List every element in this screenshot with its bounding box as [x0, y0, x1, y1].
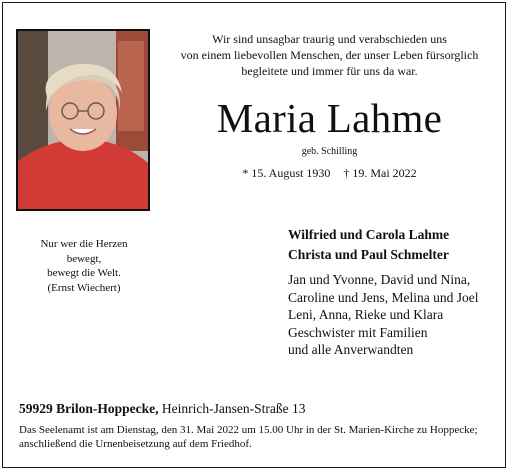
- mourner-line: und alle Anverwandten: [288, 342, 414, 357]
- intro-line: begleitete und immer für uns da war.: [241, 64, 418, 78]
- quote-line: Nur wer die Herzen: [40, 238, 128, 250]
- mourner-others: [288, 271, 503, 359]
- mourner-line: Caroline und Jens, Melina und Joel: [288, 289, 479, 305]
- quote-line: bewegt die Welt.: [47, 267, 121, 279]
- funeral-notice: Das Seelenamt ist am Dienstag, den 31. Mai 2022 um 15.00 Uhr in der St. Marien-Kirche zu Hoppecke; anschließend die Urnenbeisetzung auf dem Friedhof.: [19, 424, 478, 450]
- address-street: Heinrich-Jansen-Straße 13: [161, 401, 306, 416]
- mourner-line: Leni, Anna, Rieke und Klara: [288, 307, 444, 322]
- deceased-name: Maria Lahme: [216, 95, 443, 141]
- mourners-list: [288, 225, 503, 359]
- birth-date: * 15. August 1930: [242, 166, 331, 180]
- intro-line: Wir sind unsagbar traurig und verabschieden uns: [212, 32, 447, 46]
- mourner-primary: Wilfried und Carola Lahme: [288, 227, 450, 242]
- death-date: † 19. Mai 2022: [343, 166, 417, 180]
- address: [19, 400, 499, 418]
- mourner-primary: Christa und Paul Schmelter: [288, 247, 449, 262]
- portrait-image: [18, 31, 148, 209]
- quote-line: bewegt,: [66, 252, 102, 265]
- born-name: geb. Schilling: [301, 146, 358, 157]
- mourner-line: Geschwister mit Familien: [288, 324, 428, 340]
- intro-line: von einem liebevollen Menschen, der unser Leben fürsorglich: [180, 48, 479, 62]
- quote: [14, 237, 154, 295]
- portrait-photo: [16, 29, 150, 211]
- life-dates: [163, 165, 496, 181]
- intro-text: [163, 31, 496, 79]
- address-place: 59929 Brilon-Hoppecke,: [19, 401, 159, 416]
- mourner-line: Jan und Yvonne, David und Nina,: [288, 272, 471, 287]
- quote-author: (Ernst Wiechert): [47, 281, 121, 294]
